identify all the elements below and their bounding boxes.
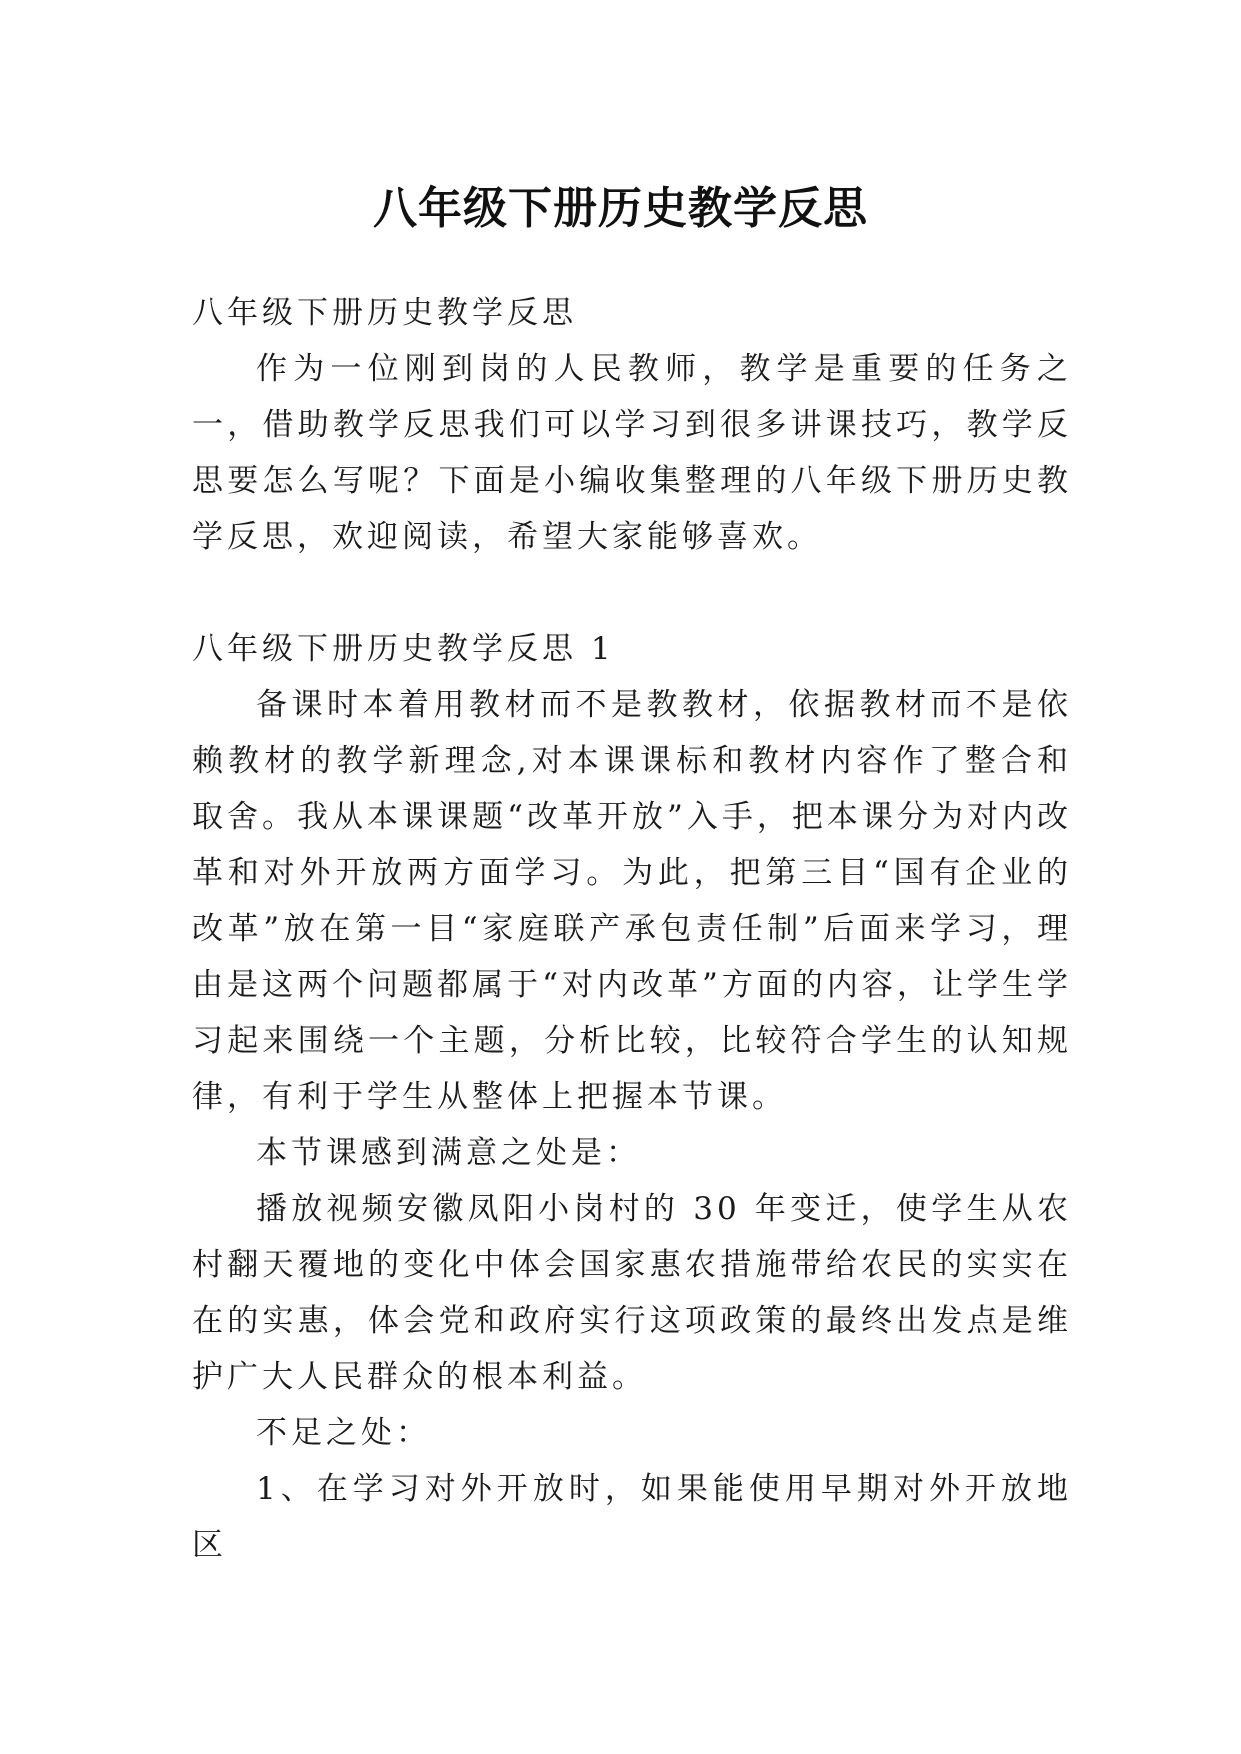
document-title: 八年级下册历史教学反思 (373, 183, 868, 235)
shortcomings-label: 不足之处： (256, 1415, 431, 1451)
satisfaction-label: 本节课感到满意之处是： (256, 1135, 641, 1171)
section-heading: 八年级下册历史教学反思 1 (192, 631, 615, 667)
intro-heading: 八年级下册历史教学反思 (192, 295, 577, 331)
intro-paragraph: 作为一位刚到岗的人民教师，教学是重要的任务之一，借助教学反思我们可以学习到很多讲课技巧，教学反思要怎么写呢？下面是小编收集整理的八年级下册历史教学反思，欢迎阅读，希望大家能够喜欢。 (192, 351, 1072, 555)
list-item: 1、在学习对外开放时，如果能使用早期对外开放地区 (192, 1471, 1072, 1563)
document-body (192, 285, 1072, 1573)
section-paragraph: 播放视频安徽凤阳小岗村的 30 年变迁，使学生从农村翻天覆地的变化中体会国家惠农措施带给农民的实实在在的实惠，体会党和政府实行这项政策的最终出发点是维护广大人民群众的根本利益。 (192, 1191, 1072, 1395)
paragraph-spacer (192, 565, 1072, 621)
section-paragraph: 备课时本着用教材而不是教教材，依据教材而不是依赖教材的教学新理念,对本课课标和教材内容作了整合和取舍。我从本课课题“改革开放”入手，把本课分为对内改革和对外开放两方面学习。为此，把第三目“国有企业的改革”放在第一目“家庭联产承包责任制”后面来学习，理由是这两个问题都属于“对内改革”方面的内容，让学生学习起来围绕一个主题，分析比较，比较符合学生的认知规律，有利于学生从整体上把握本节课。 (192, 687, 1072, 1115)
